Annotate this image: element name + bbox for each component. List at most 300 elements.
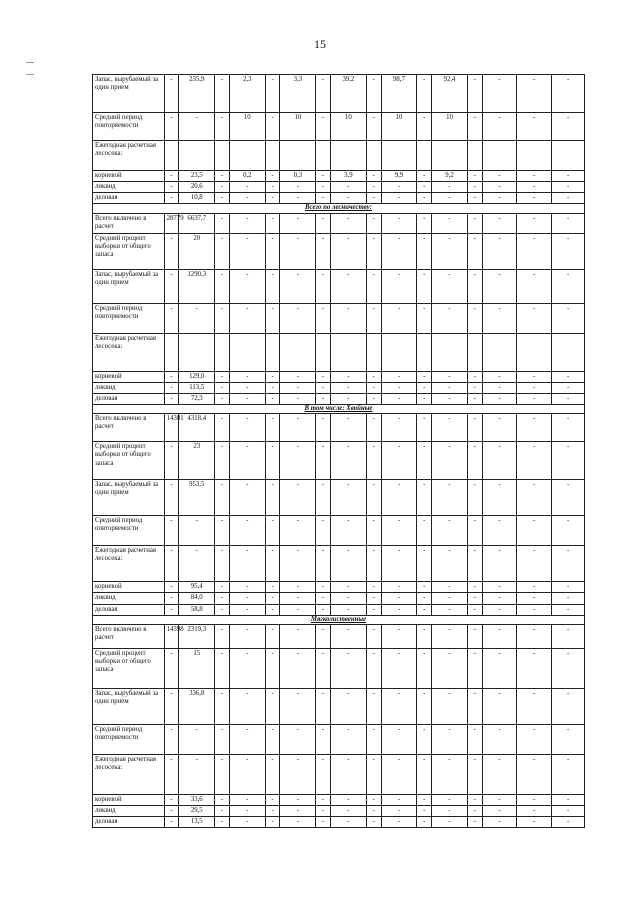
table-cell: - — [331, 516, 367, 546]
table-cell: - — [280, 604, 316, 615]
table-cell: - — [316, 213, 331, 233]
table-cell: - — [229, 593, 265, 604]
table-cell: - — [331, 546, 367, 582]
table-row — [93, 442, 585, 480]
table-cell — [467, 333, 482, 371]
row-label: Средний процент выборки от общего запаса — [93, 648, 165, 688]
table-cell: - — [517, 414, 552, 442]
table-cell: - — [280, 213, 316, 233]
table-cell: - — [229, 442, 265, 480]
table-cell: - — [229, 414, 265, 442]
table-cell: - — [265, 371, 280, 382]
table-cell: - — [417, 193, 432, 204]
table-cell: - — [517, 724, 552, 754]
table-cell: - — [331, 393, 367, 404]
table-cell: 15 — [179, 648, 215, 688]
table-cell: - — [517, 688, 552, 724]
table-cell: - — [215, 233, 230, 269]
section-title: Мягколиственные — [93, 615, 585, 624]
table-cell: - — [215, 806, 230, 817]
table-cell: - — [432, 754, 468, 794]
table-cell: - — [517, 516, 552, 546]
table-cell: - — [432, 688, 468, 724]
table-row — [93, 480, 585, 516]
row-label: Средний период повторяемости — [93, 724, 165, 754]
table-cell: - — [381, 213, 417, 233]
table-cell: 2,3 — [229, 75, 265, 113]
row-label: Средний процент выборки от общего запаса — [93, 442, 165, 480]
table-cell: - — [280, 593, 316, 604]
table-cell — [229, 333, 265, 371]
table-cell: - — [229, 817, 265, 828]
section-header-row — [93, 204, 585, 213]
table-cell: - — [316, 371, 331, 382]
table-cell: - — [164, 182, 179, 193]
table-cell — [417, 333, 432, 371]
row-label: ликвид — [93, 382, 165, 393]
table-cell: - — [331, 442, 367, 480]
table-row — [93, 806, 585, 817]
row-label: Средний период повторяемости — [93, 516, 165, 546]
table-cell: - — [164, 688, 179, 724]
row-label: деловая — [93, 193, 165, 204]
table-cell: - — [467, 269, 482, 303]
table-cell: - — [432, 480, 468, 516]
table-row — [93, 141, 585, 171]
table-cell — [366, 141, 381, 171]
table-cell: - — [366, 393, 381, 404]
row-label: Средний период повторяемости — [93, 113, 165, 141]
table-cell: - — [280, 269, 316, 303]
table-cell: 129,0 — [179, 371, 215, 382]
table-cell: - — [417, 269, 432, 303]
table-cell: - — [366, 371, 381, 382]
table-cell: - — [215, 624, 230, 648]
table-cell: - — [517, 371, 552, 382]
table-cell: - — [482, 817, 517, 828]
table-cell: - — [179, 303, 215, 333]
table-cell: - — [381, 393, 417, 404]
table-cell: - — [552, 171, 585, 182]
table-cell: - — [215, 269, 230, 303]
table-cell: - — [316, 817, 331, 828]
table-cell: - — [366, 794, 381, 805]
table-cell: - — [265, 213, 280, 233]
table-cell: - — [517, 794, 552, 805]
table-cell — [467, 141, 482, 171]
table-cell: - — [417, 233, 432, 269]
row-label: корневой — [93, 794, 165, 805]
table-cell — [316, 333, 331, 371]
table-cell: - — [417, 516, 432, 546]
table-cell: - — [366, 303, 381, 333]
table-cell: - — [164, 724, 179, 754]
table-cell: - — [417, 382, 432, 393]
table-cell: - — [432, 233, 468, 269]
table-cell: - — [517, 393, 552, 404]
table-cell: - — [265, 516, 280, 546]
table-cell: - — [482, 688, 517, 724]
table-cell: - — [229, 213, 265, 233]
table-cell: - — [467, 193, 482, 204]
table-cell: - — [331, 604, 367, 615]
row-label: деловая — [93, 604, 165, 615]
table-row — [93, 754, 585, 794]
table-cell: - — [215, 480, 230, 516]
forest-table — [92, 74, 585, 828]
table-cell: - — [215, 593, 230, 604]
table-cell: - — [280, 371, 316, 382]
table-cell: - — [552, 414, 585, 442]
table-cell: - — [417, 213, 432, 233]
section-header-row — [93, 405, 585, 414]
table-cell: - — [265, 75, 280, 113]
table-cell: - — [552, 382, 585, 393]
row-label: Запас, вырубаемый за один прием — [93, 75, 165, 113]
table-cell: - — [417, 724, 432, 754]
table-cell: - — [517, 806, 552, 817]
table-cell: - — [381, 648, 417, 688]
table-cell: - — [215, 113, 230, 141]
table-cell: - — [280, 382, 316, 393]
table-cell: - — [366, 213, 381, 233]
table-cell — [331, 333, 367, 371]
table-cell: - — [482, 393, 517, 404]
table-row — [93, 817, 585, 828]
table-cell: - — [265, 113, 280, 141]
table-cell: 4318,4 — [179, 414, 215, 442]
table-cell: - — [467, 171, 482, 182]
table-row — [93, 171, 585, 182]
table-cell: - — [316, 546, 331, 582]
table-cell: - — [229, 269, 265, 303]
table-cell — [179, 141, 215, 171]
table-cell: - — [366, 593, 381, 604]
table-cell: - — [517, 817, 552, 828]
table-cell — [432, 141, 468, 171]
table-cell: - — [482, 113, 517, 141]
table-cell: - — [215, 303, 230, 333]
table-cell: - — [164, 817, 179, 828]
row-label: Запас, вырубаемый за один прием — [93, 688, 165, 724]
table-cell: - — [331, 480, 367, 516]
table-cell: - — [179, 724, 215, 754]
table-cell: - — [482, 414, 517, 442]
table-cell: - — [517, 593, 552, 604]
table-cell: - — [316, 688, 331, 724]
row-label: Запас, вырубаемый за один прием — [93, 480, 165, 516]
table-cell: - — [467, 393, 482, 404]
table-cell: - — [316, 442, 331, 480]
table-cell: - — [229, 724, 265, 754]
table-cell: - — [432, 182, 468, 193]
table-cell: - — [265, 817, 280, 828]
table-cell: - — [331, 754, 367, 794]
table-cell: - — [517, 546, 552, 582]
table-cell: - — [417, 113, 432, 141]
table-cell: - — [164, 480, 179, 516]
table-cell: - — [552, 75, 585, 113]
table-cell: - — [417, 648, 432, 688]
table-cell: - — [316, 593, 331, 604]
table-row — [93, 582, 585, 593]
table-cell: - — [316, 754, 331, 794]
table-cell: - — [316, 604, 331, 615]
table-cell: - — [552, 624, 585, 648]
table-cell — [482, 333, 517, 371]
table-cell: - — [432, 724, 468, 754]
table-cell: - — [164, 754, 179, 794]
table-cell: - — [164, 269, 179, 303]
table-row — [93, 604, 585, 615]
table-cell: - — [381, 817, 417, 828]
table-cell: - — [164, 303, 179, 333]
table-cell: - — [316, 414, 331, 442]
table-cell: 6637,7 — [179, 213, 215, 233]
table-row — [93, 648, 585, 688]
table-cell: - — [366, 269, 381, 303]
table-cell: - — [280, 182, 316, 193]
table-cell: 10,8 — [179, 193, 215, 204]
table-cell: - — [366, 113, 381, 141]
table-cell: - — [316, 724, 331, 754]
table-cell: - — [215, 193, 230, 204]
table-cell: - — [316, 516, 331, 546]
table-cell: - — [164, 233, 179, 269]
table-cell — [229, 141, 265, 171]
table-cell: - — [432, 546, 468, 582]
table-row — [93, 393, 585, 404]
table-cell — [552, 141, 585, 171]
table-cell: - — [432, 817, 468, 828]
table-cell: - — [280, 233, 316, 269]
table-cell: - — [417, 182, 432, 193]
table-cell — [432, 333, 468, 371]
table-cell: 9,9 — [381, 171, 417, 182]
table-cell: - — [265, 233, 280, 269]
table-cell: - — [331, 382, 367, 393]
table-cell: - — [316, 182, 331, 193]
table-cell: - — [467, 817, 482, 828]
table-cell: 29,5 — [179, 806, 215, 817]
table-cell — [215, 333, 230, 371]
table-cell: - — [366, 193, 381, 204]
table-cell: - — [229, 371, 265, 382]
row-label: деловая — [93, 393, 165, 404]
table-cell: - — [432, 516, 468, 546]
table-cell: - — [215, 393, 230, 404]
table-cell: - — [417, 624, 432, 648]
table-cell — [280, 333, 316, 371]
table-cell: - — [164, 75, 179, 113]
table-cell: 336,8 — [179, 688, 215, 724]
table-row — [93, 593, 585, 604]
table-row — [93, 193, 585, 204]
table-cell: - — [280, 688, 316, 724]
table-cell: - — [316, 806, 331, 817]
table-cell: - — [417, 546, 432, 582]
table-cell: - — [280, 806, 316, 817]
table-cell: - — [517, 182, 552, 193]
table-cell: - — [316, 269, 331, 303]
table-cell — [179, 333, 215, 371]
table-cell: - — [229, 193, 265, 204]
table-cell: - — [164, 193, 179, 204]
table-cell: - — [417, 480, 432, 516]
table-cell: - — [331, 624, 367, 648]
row-label: Запас, вырубаемый за один прием — [93, 269, 165, 303]
table-cell: - — [552, 754, 585, 794]
table-cell — [381, 333, 417, 371]
table-cell: - — [215, 382, 230, 393]
table-cell: - — [482, 75, 517, 113]
table-cell: - — [517, 480, 552, 516]
table-cell: - — [331, 688, 367, 724]
table-cell: - — [482, 724, 517, 754]
table-cell: - — [517, 193, 552, 204]
table-cell: - — [467, 113, 482, 141]
table-cell — [331, 141, 367, 171]
table-cell: - — [215, 688, 230, 724]
table-cell: - — [215, 794, 230, 805]
table-cell: 3,3 — [280, 75, 316, 113]
table-cell: 10 — [432, 113, 468, 141]
table-cell: - — [467, 442, 482, 480]
row-label: Ежегодная расчетная лесосека: — [93, 546, 165, 582]
row-label: Ежегодная расчетная лесосека: — [93, 333, 165, 371]
table-cell: - — [467, 182, 482, 193]
table-cell: - — [381, 624, 417, 648]
row-label: ликвид — [93, 806, 165, 817]
table-cell: - — [552, 604, 585, 615]
table-cell: - — [265, 303, 280, 333]
table-cell: - — [432, 794, 468, 805]
section-header-row — [93, 615, 585, 624]
table-cell: - — [229, 604, 265, 615]
table-cell: - — [517, 233, 552, 269]
table-cell: 0,2 — [229, 171, 265, 182]
table-cell: - — [432, 604, 468, 615]
section-title: В том числе: Хвойные — [93, 405, 585, 414]
table-cell: - — [381, 269, 417, 303]
table-row — [93, 382, 585, 393]
row-label: Ежегодная расчетная лесосека: — [93, 754, 165, 794]
table-cell: - — [517, 442, 552, 480]
table-cell: - — [164, 794, 179, 805]
table-row — [93, 624, 585, 648]
table-row — [93, 794, 585, 805]
table-cell: - — [467, 213, 482, 233]
table-cell: - — [265, 414, 280, 442]
row-label: ликвид — [93, 182, 165, 193]
table-cell: - — [229, 480, 265, 516]
table-cell: - — [432, 371, 468, 382]
table-cell: - — [432, 414, 468, 442]
table-cell: - — [381, 688, 417, 724]
table-cell: - — [417, 604, 432, 615]
table-cell: - — [316, 393, 331, 404]
table-cell: - — [280, 303, 316, 333]
table-cell: - — [331, 806, 367, 817]
table-cell: 14381 — [164, 414, 179, 442]
row-label: корневой — [93, 171, 165, 182]
table-cell: - — [517, 213, 552, 233]
table-cell: - — [467, 724, 482, 754]
table-cell: - — [215, 213, 230, 233]
table-cell: - — [366, 442, 381, 480]
table-cell: 20 — [179, 233, 215, 269]
table-cell: - — [381, 371, 417, 382]
table-cell: 23 — [179, 442, 215, 480]
table-cell: - — [482, 382, 517, 393]
table-cell: - — [331, 414, 367, 442]
table-cell: - — [482, 794, 517, 805]
table-cell: 10 — [331, 113, 367, 141]
margin-mark — [26, 62, 34, 63]
table-cell: - — [381, 593, 417, 604]
row-label: ликвид — [93, 593, 165, 604]
table-cell: - — [265, 582, 280, 593]
table-cell: - — [280, 516, 316, 546]
table-cell: - — [331, 648, 367, 688]
table-cell: - — [517, 171, 552, 182]
table-row — [93, 213, 585, 233]
table-cell: - — [316, 648, 331, 688]
table-cell: - — [467, 806, 482, 817]
table-cell: - — [265, 193, 280, 204]
table-cell: - — [417, 414, 432, 442]
table-cell: - — [265, 724, 280, 754]
table-cell: - — [179, 754, 215, 794]
table-cell: - — [381, 806, 417, 817]
table-cell: 0,3 — [280, 171, 316, 182]
table-cell: - — [482, 171, 517, 182]
table-cell: - — [331, 233, 367, 269]
table-cell: - — [467, 624, 482, 648]
table-cell: - — [229, 806, 265, 817]
table-row — [93, 113, 585, 141]
table-cell: - — [229, 688, 265, 724]
table-cell — [265, 141, 280, 171]
table-cell: - — [552, 794, 585, 805]
row-label: корневой — [93, 371, 165, 382]
table-cell: 95,4 — [179, 582, 215, 593]
table-cell: - — [432, 624, 468, 648]
table-cell: - — [229, 303, 265, 333]
table-cell: - — [280, 546, 316, 582]
table-row — [93, 414, 585, 442]
table-cell: - — [215, 414, 230, 442]
table-cell: - — [432, 213, 468, 233]
table-cell: - — [280, 648, 316, 688]
table-row — [93, 371, 585, 382]
table-cell: - — [164, 604, 179, 615]
table-cell: - — [164, 371, 179, 382]
table-cell: - — [280, 442, 316, 480]
table-cell: - — [331, 303, 367, 333]
table-cell: - — [517, 382, 552, 393]
table-cell: - — [229, 233, 265, 269]
table-cell: - — [331, 817, 367, 828]
table-cell: - — [417, 171, 432, 182]
table-cell: - — [517, 582, 552, 593]
table-cell: - — [482, 582, 517, 593]
table-cell: - — [366, 480, 381, 516]
table-cell: - — [164, 382, 179, 393]
table-cell — [215, 141, 230, 171]
table-cell — [552, 333, 585, 371]
table-cell: - — [517, 648, 552, 688]
